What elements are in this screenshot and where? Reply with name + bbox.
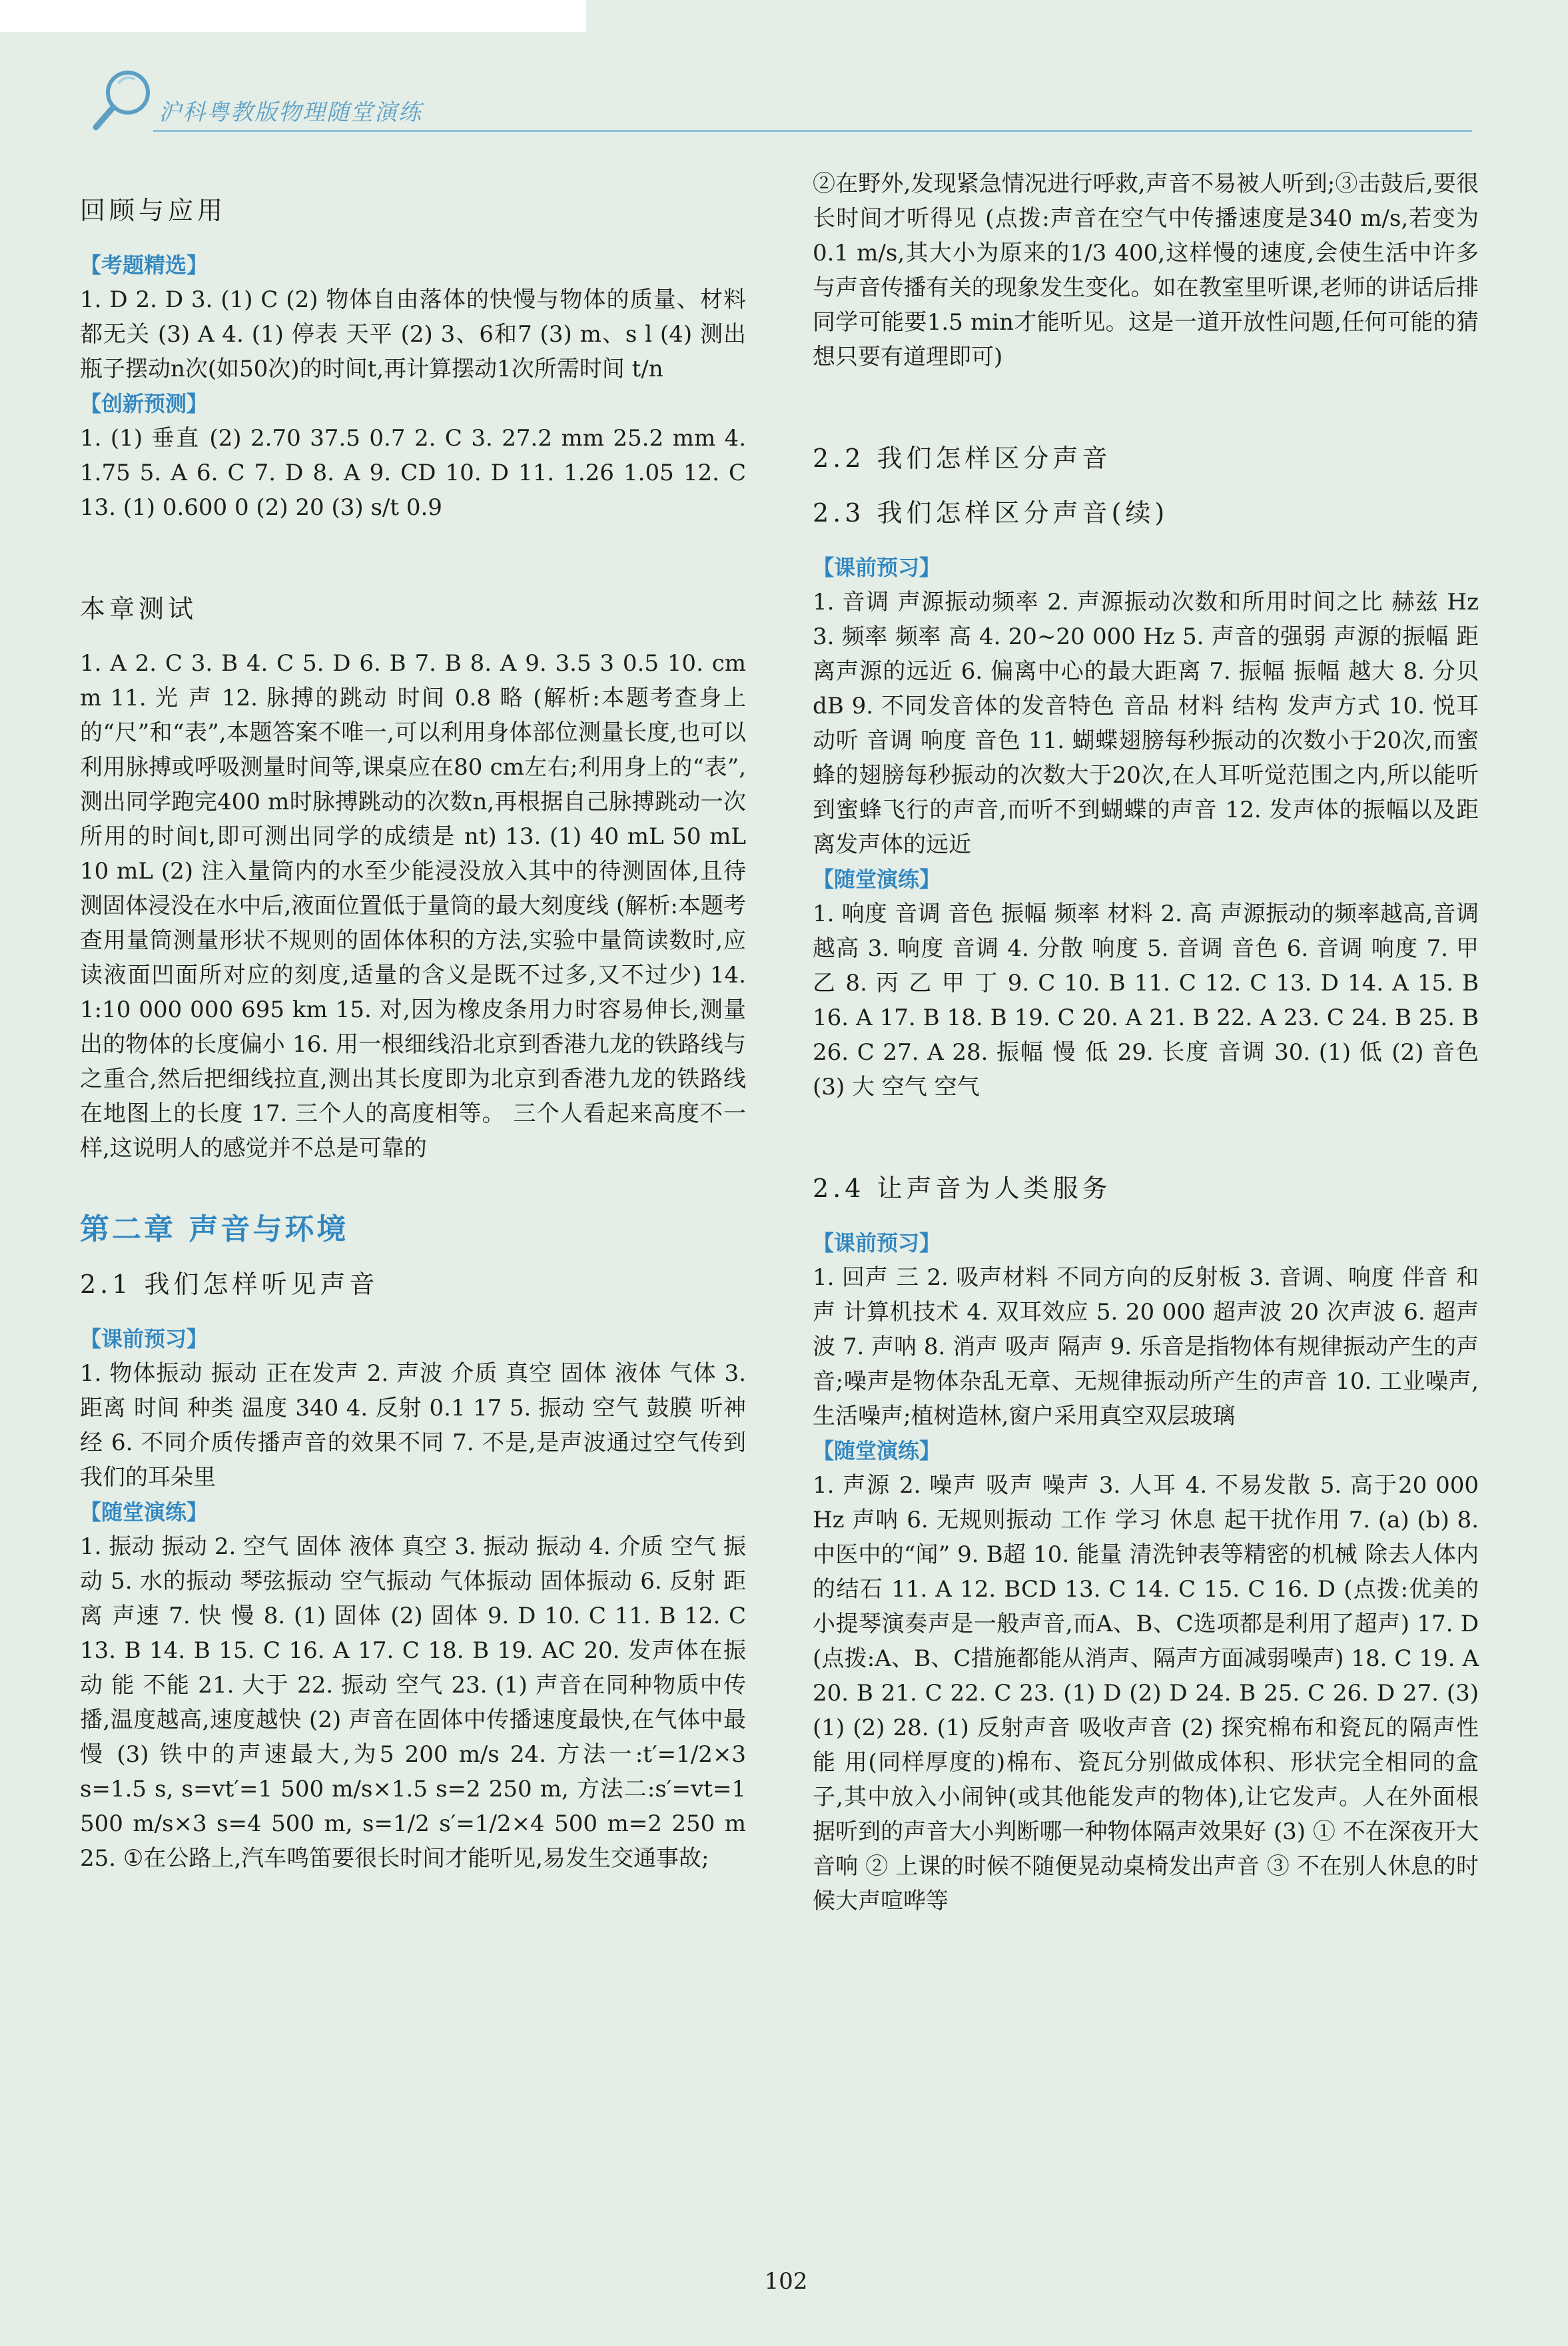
- practice-answers-22: 1. 响度 音调 音色 振幅 频率 材料 2. 高 声源振动的频率越高,音调越高 3. 响度 音调 4. 分散 响度 5. 音调 音色 6. 音调 响度 7. 甲 乙 8. 丙 乙 甲 丁 9. C 10. B 11. C 12. C 13. D 14. A 15. B 16. A 17. B 18. B 19. C 20. A 21. B 22. A 23. C 24. B 25. B 26. C 27. A 28. 振幅 慢 低 29. 长度 音调 30. (1) 低 (2) 音色 (3) 大 空气 空气: [813, 901, 1479, 1100]
- page-number: 102: [764, 2268, 808, 2295]
- practice-answers-24: 1. 声源 2. 噪声 吸声 噪声 3. 人耳 4. 不易发散 5. 高于20 000 Hz 声呐 6. 无规则振动 工作 学习 休息 起干扰作用 7. (a) (b) 8. 中医中的“闻” 9. B超 10. 能量 清洗钟表等精密的机械 除去人体内的结石 11. A 12. BCD 13. C 14. C 15. C 16. D (点拨:优美的小提琴演奏声是一般声音,而A、B、C选项都是利用了超声) 17. D (点拨:A、B、C措施都能从消声、隔声方面减弱噪声) 18. C 19. A 20. B 21. C 22. C 23. (1) D (2) D 24. B 25. C 26. D 27. (3) (1) (2) 28. (1) 反射声音 吸收声音 (2) 探究棉布和瓷瓦的隔声性能 用(同样厚度的)棉布、瓷瓦分别做成体积、形状完全相同的盒子,其中放入小闹钟(或其他能发声的物体),让它发声。人在外面根据听到的声音大小判断哪一种物体隔声效果好 (3) ① 不在深夜开大音响 ② 上课的时候不随便晃动桌椅发出声音 ③ 不在别人休息的时候大声喧哗等: [813, 1472, 1479, 1914]
- header-divider: [153, 130, 1472, 132]
- chapter-test-title: 本章测试: [80, 594, 198, 623]
- pre-study-answers-24: 1. 回声 三 2. 吸声材料 不同方向的反射板 3. 音调、响度 伴音 和声 计算机技术 4. 双耳效应 5. 20 000 超声波 20 次声波 6. 超声波 7. 声呐 8. 消声 吸声 隔声 9. 乐音是指物体有规律振动产生的声音;噪声是物体杂乱无章、无规律振动所产生的声音 10. 工业噪声,生活噪声;植树造林,窗户采用真空双层玻璃: [813, 1264, 1479, 1429]
- chapter-test-answers: 1. A 2. C 3. B 4. C 5. D 6. B 7. B 8. A 9. 3.5 3 0.5 10. cm m 11. 光 声 12. 脉搏的跳动 时间 0.8 略 (解析:本题考查身上的“尺”和“表”,本题答案不唯一,可以利用身体部位测量长度,也可以利用脉搏或呼吸测量时间等,课桌应在80 cm左右;利用身上的“表”,测出同学跑完400 m时脉搏跳动的次数n,再根据自己脉搏跳动一次所用的时间t,即可测出同学的成绩是 nt) 13. (1) 40 mL 50 mL 10 mL (2) 注入量筒内的水至少能浸没放入其中的待测固体,且待测固体浸没在水中后,液面位置低于量筒的最大刻度线 (解析:本题考查用量筒测量形状不规则的固体体积的方法,实验中量筒读数时,应读液面凹面所对应的刻度,适量的含义是既不过多,又不过少) 14. 1:10 000 000 695 km 15. 对,因为橡皮条用力时容易伸长,测量出的物体的长度偏小 16. 用一根细线沿北京到香港九龙的铁路线与之重合,然后把细线拉直,测出其长度即为北京到香港九龙的铁路线在地图上的长度 17. 三个人的高度相等。 三个人看起来高度不一样,这说明人的感觉并不总是可靠的: [80, 650, 746, 1162]
- section22-title: 2.2 我们怎样区分声音: [813, 444, 1112, 473]
- chapter2-title: 第二章 声音与环境: [80, 1212, 349, 1246]
- pre-study-tag-21: 【课前预习】: [80, 1326, 208, 1352]
- header-title: 沪科粤教版物理随堂演练: [159, 99, 422, 126]
- scan-edge: [0, 0, 586, 32]
- exam-tag: 【考题精选】: [80, 252, 208, 278]
- practice-tag-22: 【随堂演练】: [813, 867, 941, 892]
- section24-title: 2.4 让声音为人类服务: [813, 1174, 1112, 1203]
- section23-title: 2.3 我们怎样区分声音(续): [813, 498, 1169, 528]
- innovation-tag: 【创新预测】: [80, 391, 208, 416]
- right-column: [813, 167, 1479, 1918]
- pre-study-answers-21: 1. 物体振动 振动 正在发声 2. 声波 介质 真空 固体 液体 气体 3. 距离 时间 种类 温度 340 4. 反射 0.1 17 5. 振动 空气 鼓膜 听神经 6. 不同介质传播声音的效果不同 7. 不是,是声波通过空气传到我们的耳朵里: [80, 1360, 746, 1491]
- section21-title: 2.1 我们怎样听见声音: [80, 1270, 379, 1299]
- left-column: [80, 167, 746, 1876]
- practice-tag-21: 【随堂演练】: [80, 1499, 208, 1525]
- page-header: [87, 63, 1472, 137]
- practice-tag-24: 【随堂演练】: [813, 1438, 941, 1463]
- continued-answer-25: ②在野外,发现紧急情况进行呼救,声音不易被人听到;③击鼓后,要很长时间才听得见 (点拨:声音在空气中传播速度是340 m/s,若变为0.1 m/s,其大小为原来的1/3 400,这样慢的速度,会使生活中许多与声音传播有关的现象发生变化。如在教室里听课,老师的讲话后排同学可能要1.5 min才能听见。这是一道开放性问题,任何可能的猜想只要有道理即可): [813, 171, 1479, 370]
- magnifier-logo-icon: [87, 63, 167, 137]
- review-title: 回顾与应用: [80, 196, 227, 225]
- pre-study-tag-24: 【课前预习】: [813, 1230, 941, 1256]
- innovation-answers: 1. (1) 垂直 (2) 2.70 37.5 0.7 2. C 3. 27.2 mm 25.2 mm 4. 1.75 5. A 6. C 7. D 8. A 9. CD 10. D 11. 1.26 1.05 12. C 13. (1) 0.600 0 (2) 20 (3) s/t 0.9: [80, 425, 746, 521]
- exam-answers: 1. D 2. D 3. (1) C (2) 物体自由落体的快慢与物体的质量、材料都无关 (3) A 4. (1) 停表 天平 (2) 3、6和7 (3) m、s l (4) 测出瓶子摆动n次(如50次)的时间t,再计算摆动1次所需时间 t/n: [80, 286, 746, 382]
- pre-study-answers-22: 1. 音调 声源振动频率 2. 声源振动次数和所用时间之比 赫兹 Hz 3. 频率 频率 高 4. 20~20 000 Hz 5. 声音的强弱 声源的振幅 距离声源的远近 6. 偏离中心的最大距离 7. 振幅 振幅 越大 8. 分贝 dB 9. 不同发音体的发音特色 音品 材料 结构 发声方式 10. 悦耳动听 音调 响度 音色 11. 蝴蝶翅膀每秒振动的次数小于20次,而蜜蜂的翅膀每秒振动的次数大于20次,在人耳听觉范围之内,所以能听到蜜蜂飞行的声音,而听不到蝴蝶的声音 12. 发声体的振幅以及距离发声体的远近: [813, 589, 1479, 858]
- practice-answers-21: 1. 振动 振动 2. 空气 固体 液体 真空 3. 振动 振动 4. 介质 空气 振动 5. 水的振动 琴弦振动 空气振动 气体振动 固体振动 6. 反射 距离 声速 7. 快 慢 8. (1) 固体 (2) 固体 9. D 10. C 11. B 12. C 13. B 14. B 15. C 16. A 17. C 18. B 19. AC 20. 发声体在振动 能 不能 21. 大于 22. 振动 空气 23. (1) 声音在同种物质中传播,温度越高,速度越快 (2) 声音在固体中传播速度最快,在气体中最慢 (3) 铁中的声速最大,为5 200 m/s 24. 方法一:t′=1/2×3 s=1.5 s, s=vt′=1 500 m/s×1.5 s=2 250 m, 方法二:s′=vt=1 500 m/s×3 s=4 500 m, s=1/2 s′=1/2×4 500 m=2 250 m 25. ①在公路上,汽车鸣笛要很长时间才能听见,易发生交通事故;: [80, 1533, 746, 1872]
- pre-study-tag-22: 【课前预习】: [813, 555, 941, 580]
